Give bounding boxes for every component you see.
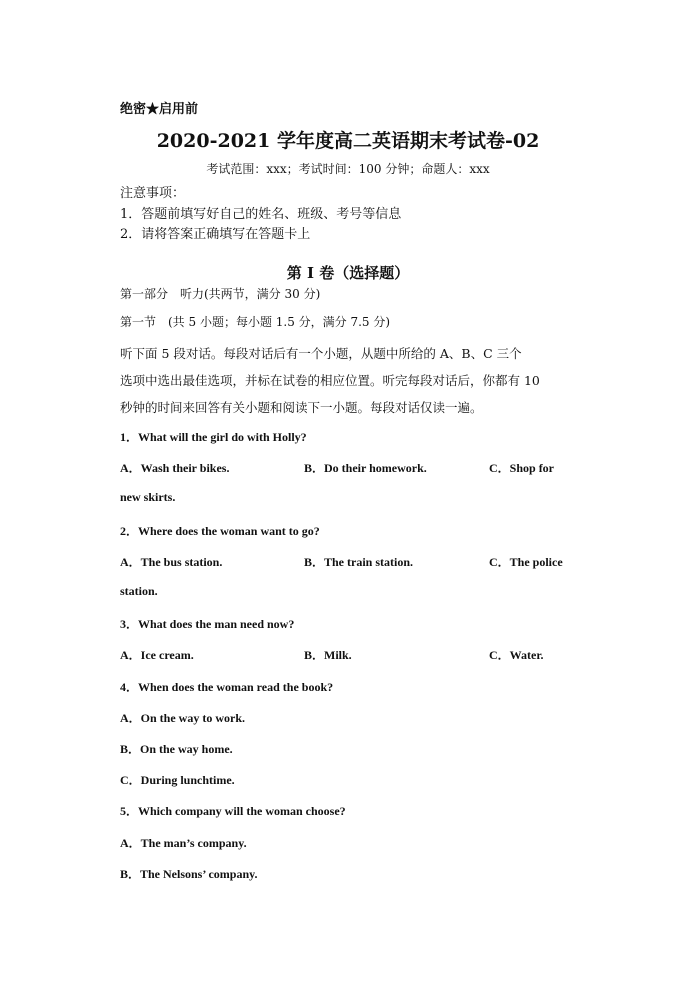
secret-label: 绝密★启用前 [120,102,199,117]
question-stem: 1．What will the girl do with Holly? [120,430,307,444]
option-c-continued: station. [120,584,158,598]
exam-meta: 考试范围：xxx；考试时间：100 分钟；命题人：xxx [206,162,490,176]
instruction-line: 秒钟的时间来回答有关小题和阅读下一小题。每段对话仅读一遍。 [120,400,483,415]
instruction-line: 听下面 5 段对话。每段对话后有一个小题，从题中所给的 A、B、C 三个 [120,346,522,361]
section-heading: 第一节 (共 5 小题；每小题 1.5 分，满分 7.5 分) [120,315,391,329]
notes-heading: 注意事项： [120,186,186,201]
option-b: B．The train station. [304,555,414,569]
question-stem: 5．Which company will the woman choose? [120,804,346,818]
option-b: B．Do their homework. [304,461,427,475]
option-b: B．Milk. [304,648,352,662]
question-stem: 3．What does the man need now? [120,617,295,631]
instruction-line: 选项中选出最佳选项，并标在试卷的相应位置。听完每段对话后，你都有 10 [120,373,540,388]
option-a: A．Ice cream. [120,648,194,662]
option-c: C．Water. [489,648,544,662]
option-a: A．The bus station. [120,555,223,569]
option-b: B．On the way home. [120,742,233,756]
instructions [120,340,540,421]
option-a: A．The man’s company. [120,836,247,850]
option-b: B．The Nelsons’ company. [120,867,258,881]
option-c-continued: new skirts. [120,490,176,504]
note-item: 2．请将答案正确填写在答题卡上 [120,227,311,242]
option-c: C．During lunchtime. [120,773,235,787]
option-c: C．Shop for [489,461,555,475]
option-c: C．The police [489,555,563,569]
option-a: A．On the way to work. [120,711,245,725]
part-heading: 第一部分 听力(共两节，满分 30 分) [120,287,321,301]
option-a: A．Wash their bikes. [120,461,230,475]
exam-title: 2020-2021 学年度高二英语期末考试卷-02 [156,130,540,152]
volume-title: 第 I 卷（选择题） [286,264,410,282]
question-stem: 2．Where does the woman want to go? [120,524,320,538]
note-item: 1．答题前填写好自己的姓名、班级、考号等信息 [120,207,402,222]
question-stem: 4．When does the woman read the book? [120,680,334,694]
